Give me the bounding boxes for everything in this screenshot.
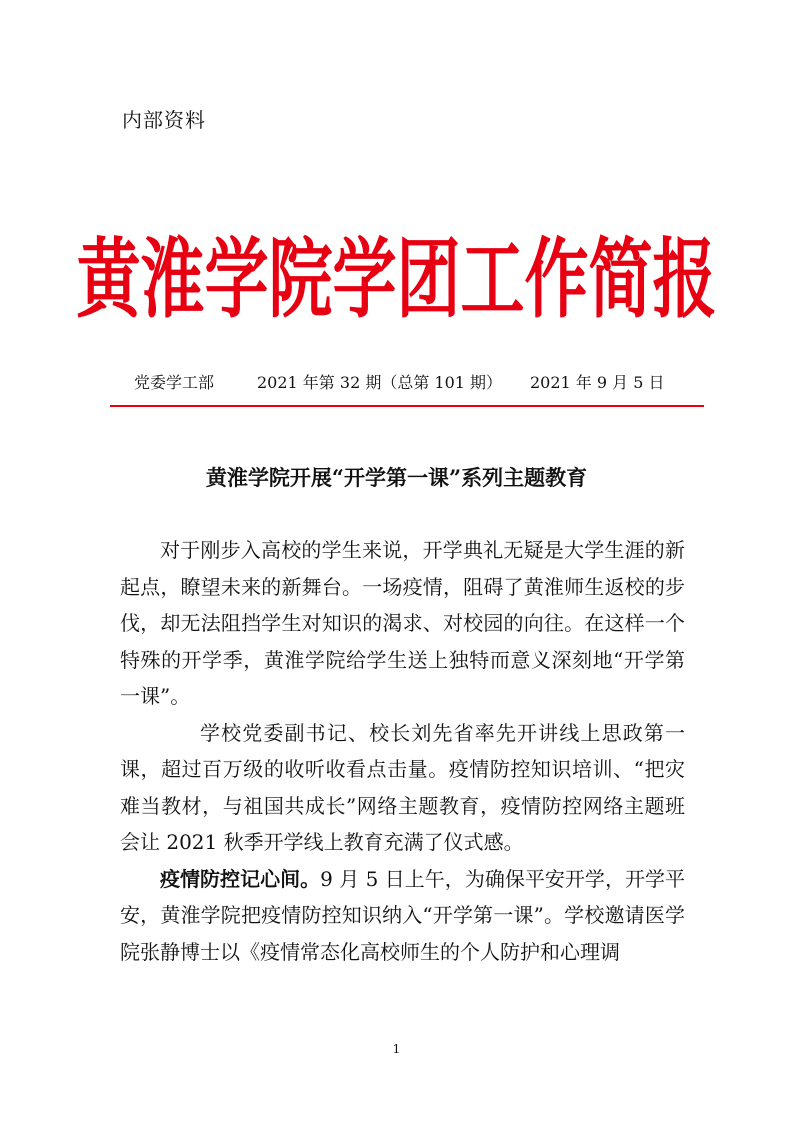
page-number: 1 [392, 1042, 401, 1056]
internal-label: 内部资料 [122, 108, 206, 132]
paragraph [120, 861, 685, 971]
paragraph: 对于刚步入高校的学生来说，开学典礼无疑是大学生涯的新起点，瞭望未来的新舞台。一场疫情，阻碍了黄淮师生返校的步伐，却无法阻挡学生对知识的渴求、对校园的向往。在这样一个特殊的开学季，黄淮学院给学生送上独特而意义深刻地“开学第一课”。 [120, 538, 685, 708]
paragraph-text: 9 月 5 日上午，为确保平安开学，开学平安，黄淮学院把疫情防控知识纳入“开学第一课”。学校邀请医学院张静博士以《疫情常态化高校师生的个人防护和心理调 [120, 866, 686, 964]
article-body [120, 532, 685, 970]
paragraph-lead: 疫情防控记心间。 [160, 866, 321, 891]
issue-number: 2021 年第 32 期（总第 101 期） [257, 373, 503, 392]
issue-department: 党委学工部 [134, 373, 215, 392]
article-title: 黄淮学院开展“开学第一课”系列主题教育 [205, 465, 588, 490]
paragraph: 学校党委副书记、校长刘先省率先开讲线上思政第一课，超过百万级的收听收看点击量。疫情防控知识培训、“把灾难当教材，与祖国共成长”网络主题教育，疫情防控网络主题班会让 2021 秋季开学线上教育充满了仪式感。 [120, 720, 685, 854]
red-divider [110, 405, 704, 407]
masthead-title: 黄淮学院学团工作简报 [76, 230, 717, 331]
issue-info [112, 370, 702, 394]
issue-date: 2021 年 9 月 5 日 [530, 373, 665, 392]
